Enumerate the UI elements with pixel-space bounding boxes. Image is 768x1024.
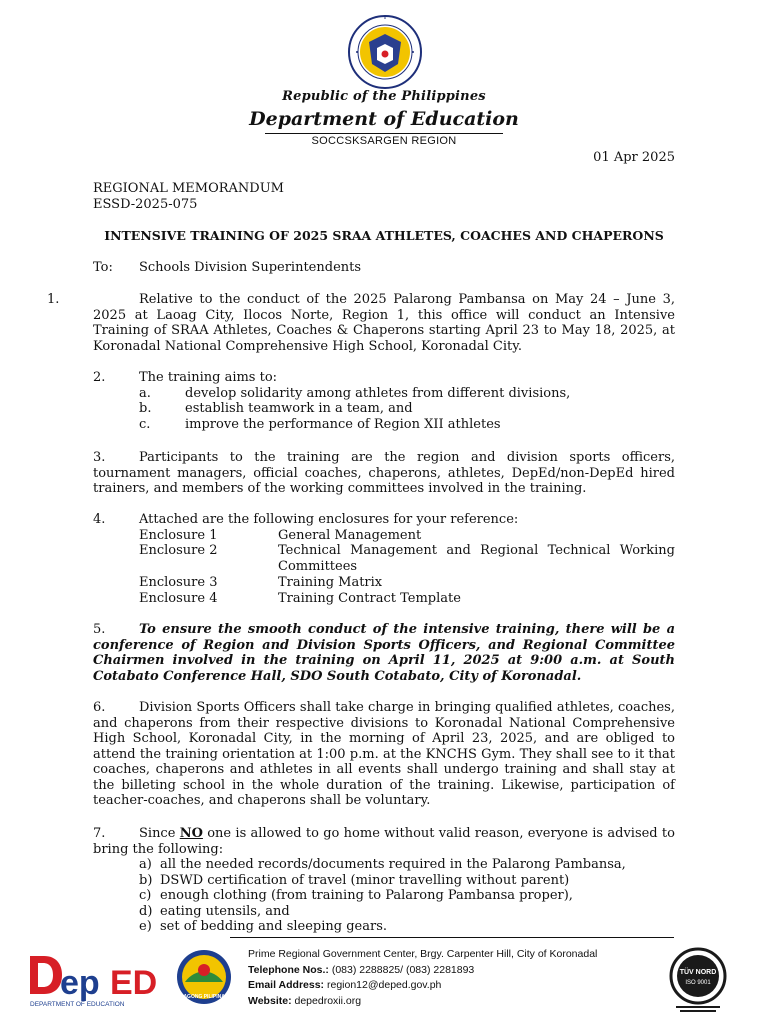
memo-type: REGIONAL MEMORANDUM [93,181,284,196]
footer-email-label: Email Address: [248,979,325,991]
letterhead-rule [265,133,503,134]
svg-text:ED: ED [110,964,158,1002]
enclosure-1-name: Enclosure 1 [139,528,218,543]
bring-item-b-text: DSWD certification of travel (minor travelling without parent) [160,873,570,888]
enclosure-4-name: Enclosure 4 [139,591,218,606]
memo-title: INTENSIVE TRAINING OF 2025 SRAA ATHLETES, COACHES AND CHAPERONS [104,228,664,243]
tuv-iso-certification-icon [662,944,734,1016]
svg-text:ep: ep [60,964,100,1002]
paragraph-1-number: 1. [47,292,60,307]
deped-logo-icon [24,950,174,1010]
paragraph-7-pre: Since [139,826,176,841]
bring-item-e-letter: e) [139,919,152,934]
footer-contact [248,947,597,1009]
bring-item-a-letter: a) [139,857,152,872]
iso-text: ISO 9001 [685,980,711,986]
aim-b-text: establish teamwork in a team, and [185,401,413,416]
paragraph-4-number: 4. [93,512,106,527]
department-name: Department of Education [249,108,519,130]
enclosure-4-title: Training Contract Template [278,591,461,606]
bagong-pilipinas-logo-icon [175,948,233,1006]
aim-c-letter: c. [139,417,151,432]
aim-c-text: improve the performance of Region XII athletes [185,417,501,432]
footer-tel-label: Telephone Nos.: [248,963,329,976]
paragraph-1-text: Relative to the conduct of the 2025 Palarong Pambansa on May 24 – June 3, 2025 at Laoag City, Ilocos Norte, Region 1, this office will conduct an Intensive Training of SRAA Athletes, Coaches & Chaperons starting April 23 to May 18, 2025, at Koronadal National Comprehensive High School, Koronadal City. [93,292,675,354]
deped-seal-icon [347,14,423,90]
paragraph-7-post: one is allowed to go home without valid reason, everyone is advised to bring the following: [93,826,675,857]
enclosure-2-name: Enclosure 2 [139,543,218,558]
footer-tel-value: (083) 2288825/ (083) 2281893 [331,963,475,976]
paragraph-5-text: To ensure the smooth conduct of the intensive training, there will be a conference of Region and Division Sports Officers, and Regional Committee Chairmen involved in the training on April 11, 2025 at 9:00 a.m. at South Cotabato Conference Hall, SDO South Cotabato, City of Koronadal. [93,622,675,684]
footer-email-value[interactable]: region12@deped.gov.ph [326,979,442,991]
aim-a-text: develop solidarity among athletes from different divisions, [185,386,571,401]
enclosure-2-title: Technical Management and Regional Technical Working Committees [278,543,675,574]
paragraph-5 [93,622,675,684]
bring-item-c-text: enough clothing (from training to Palarong Pambansa proper), [160,888,573,903]
footer-rule [230,937,674,938]
aim-b-letter: b. [139,401,152,416]
enclosure-3-name: Enclosure 3 [139,575,218,590]
to-label: To: [93,260,113,275]
bring-item-c-letter: c) [139,888,152,903]
paragraph-6 [93,700,675,809]
bring-item-a-text: all the needed records/documents required in the Palarong Pambansa, [160,857,626,872]
paragraph-3-text: Participants to the training are the region and division sports officers, tournament managers, official coaches, chaperons, athletes, DepEd/non-DepEd hired trainers, and members of the working committees involved in the training. [93,450,675,496]
bring-item-d-text: eating utensils, and [160,904,290,919]
paragraph-6-text: Division Sports Officers shall take charge in bringing qualified athletes, coaches, and chaperons from their respective divisions to Koronadal National Comprehensive High School, Koronadal City, in the morning of April 23, 2025, and are obliged to attend the training orientation at 1:00 p.m. at the KNCHS Gym. They shall see to it that coaches, chaperons and athletes in all events shall undergo training and shall stay at the billeting school in the whole duration of the training. Likewise, participation of teacher-coaches, and chaperons shall be voluntary. [93,700,675,808]
memo-date: 01 Apr 2025 [593,150,675,165]
bring-item-d-letter: d) [139,904,153,919]
tuv-text: TÜV NORD [679,969,717,976]
deped-logo-caption: DEPARTMENT OF EDUCATION [30,1001,125,1008]
paragraph-3-number: 3. [93,450,106,465]
paragraph-6-number: 6. [93,700,106,715]
aim-a-letter: a. [139,386,151,401]
region-name: SOCCSKSARGEN REGION [311,135,457,147]
paragraph-7-emphasis: NO [179,826,203,841]
bring-item-b-letter: b) [139,873,153,888]
bagong-pilipinas-text: BAGONG PILIPINAS [179,994,229,1000]
paragraph-7-number: 7. [93,826,106,841]
memo-number: ESSD-2025-075 [93,197,198,212]
bring-item-e-text: set of bedding and sleeping gears. [160,919,388,934]
enclosure-3-title: Training Matrix [278,575,383,590]
republic-line: Republic of the Philippines [282,89,486,104]
paragraph-2-number: 2. [93,370,106,385]
paragraph-2-intro: The training aims to: [139,370,278,385]
enclosure-1-title: General Management [278,528,422,543]
paragraph-3 [93,450,675,497]
paragraph-5-number: 5. [93,622,106,637]
paragraph-4-intro: Attached are the following enclosures for your reference: [139,512,519,527]
paragraph-1 [47,292,675,354]
footer-address: Prime Regional Government Center, Brgy. Carpenter Hill, City of Koronadal [248,948,598,960]
paragraph-7 [93,826,675,857]
footer-web-value[interactable]: depedroxii.org [294,994,362,1007]
footer-web-label: Website: [248,994,292,1007]
to-value: Schools Division Superintendents [139,260,362,275]
